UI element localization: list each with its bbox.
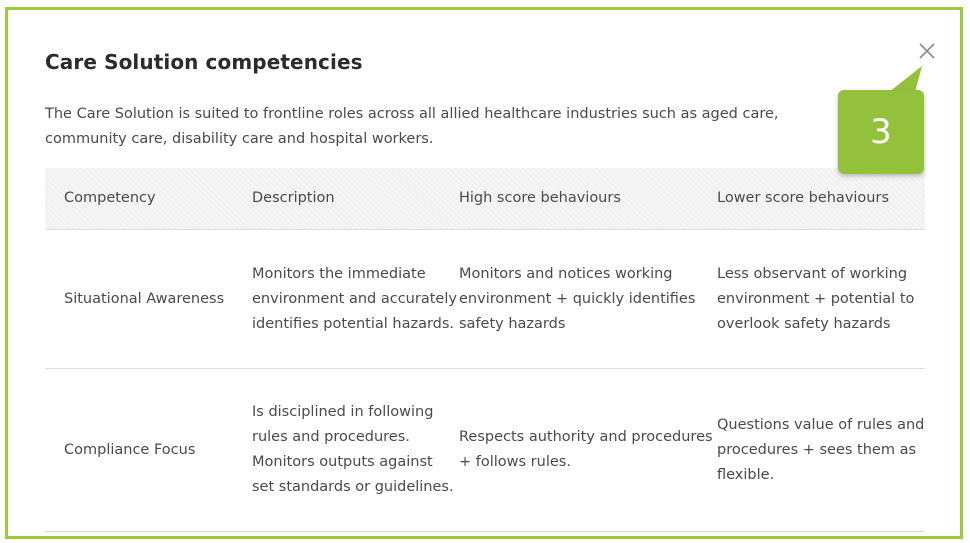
competency-table	[45, 168, 925, 532]
column-header-description: Description	[252, 190, 335, 206]
step-number-badge: 3	[838, 90, 924, 174]
description-cell: Monitors the immediate environment and accurately identifies potential hazards.	[252, 265, 457, 332]
high-score-cell: Monitors and notices working environment + quickly identifies safety hazards	[459, 265, 696, 332]
modal-title: Care Solution competencies	[45, 50, 363, 74]
competency-cell: Compliance Focus	[64, 441, 196, 458]
table-row	[45, 369, 925, 532]
lower-score-cell: Questions value of rules and procedures + sees them as flexible.	[717, 416, 925, 483]
description-cell: Is disciplined in following rules and procedures. Monitors outputs against set standards or guidelines.	[252, 404, 454, 495]
column-header-competency: Competency	[64, 190, 156, 206]
modal-intro: The Care Solution is suited to frontline roles across all allied healthcare industries such as aged care, community care, disability care and hospital workers.	[45, 106, 779, 147]
column-header-high-score: High score behaviours	[459, 190, 621, 206]
table-header	[45, 168, 925, 230]
step-callout	[838, 56, 930, 176]
table-row	[45, 230, 925, 369]
lower-score-cell: Less observant of working environment + potential to overlook safety hazards	[717, 265, 915, 332]
competency-cell: Situational Awareness	[64, 290, 225, 307]
column-header-lower-score: Lower score behaviours	[717, 190, 890, 206]
modal-dialog	[5, 7, 963, 539]
high-score-cell: Respects authority and procedures + follows rules.	[459, 429, 713, 470]
